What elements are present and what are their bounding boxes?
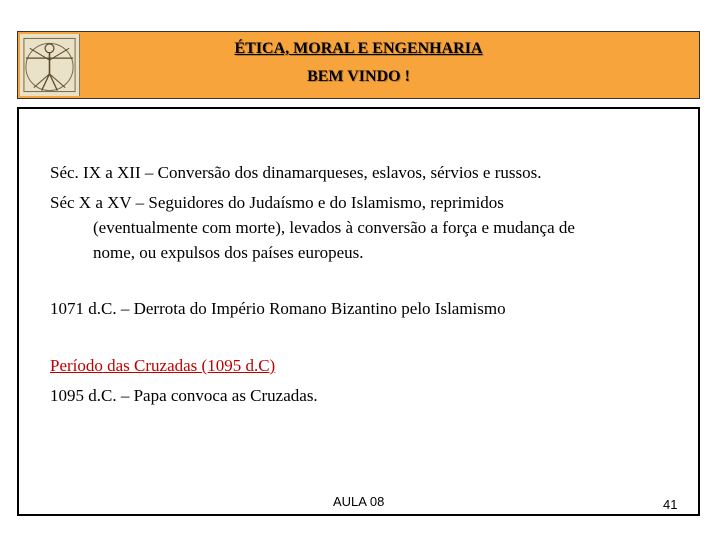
footer-label: AULA 08 <box>333 494 385 509</box>
text-line-3: (eventualmente com morte), levados à conversão a força e mudança de <box>93 218 575 237</box>
text-line-2: Séc X a XV – Seguidores do Judaísmo e do Islamismo, reprimidos <box>50 193 504 212</box>
text-line-4: nome, ou expulsos dos países europeus. <box>93 243 364 262</box>
crusades-period-link[interactable]: Período das Cruzadas (1095 d.C) <box>50 356 276 375</box>
page-number: 41 <box>663 497 678 512</box>
text-line-7: 1095 d.C. – Papa convoca as Cruzadas. <box>50 386 318 405</box>
text-line-5: 1071 d.C. – Derrota do Império Romano Bizantino pelo Islamismo <box>50 299 506 318</box>
slide-title: ÉTICA, MORAL E ENGENHARIA <box>234 40 483 57</box>
slide-subtitle: BEM VINDO ! <box>307 68 410 85</box>
text-line-1: Séc. IX a XII – Conversão dos dinamarqueses, eslavos, sérvios e russos. <box>50 163 542 182</box>
header-banner <box>17 31 700 99</box>
content-box <box>17 107 700 516</box>
